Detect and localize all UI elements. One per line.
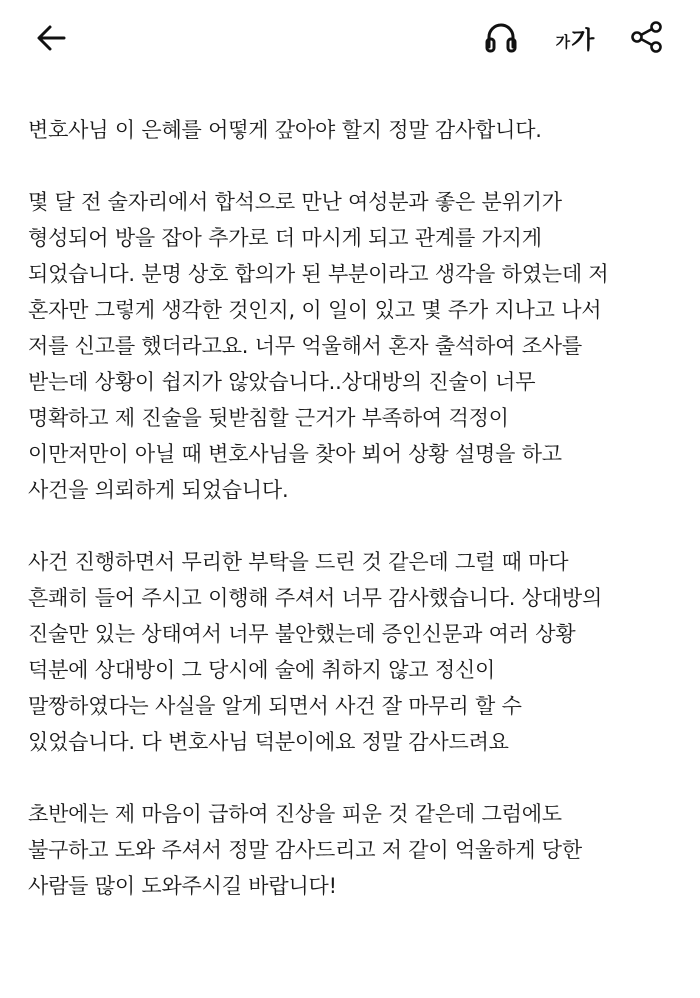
text-line: 변호사님 이 은혜를 어떻게 갚아야 할지 정말 감사합니다. bbox=[28, 118, 542, 142]
paragraph bbox=[28, 544, 676, 760]
text-line: 저를 신고를 했더라고요. 너무 억울해서 혼자 출석하여 조사를 bbox=[28, 334, 582, 358]
arrow-left-icon bbox=[34, 20, 70, 56]
top-bar bbox=[0, 0, 700, 76]
text-line: 불구하고 도와 주셔서 정말 감사드리고 저 같이 억울하게 당한 bbox=[28, 838, 582, 862]
text-line: 사건 진행하면서 무리한 부탁을 드린 것 같은데 그럴 때 마다 bbox=[28, 550, 569, 574]
back-button[interactable] bbox=[30, 16, 74, 60]
text-line: 되었습니다. 분명 상호 합의가 된 부분이라고 생각을 하였는데 저 bbox=[28, 262, 609, 286]
text-line: 명확하고 제 진술을 뒷받침할 근거가 부족하여 걱정이 bbox=[28, 406, 509, 430]
listen-button[interactable] bbox=[476, 14, 526, 60]
headphones-icon bbox=[481, 17, 521, 57]
share-button[interactable] bbox=[624, 14, 670, 60]
paragraph bbox=[28, 112, 676, 148]
font-size-button[interactable] bbox=[546, 14, 604, 60]
font-size-small-label: 가 bbox=[555, 32, 571, 51]
text-line: 말짱하였다는 사실을 알게 되면서 사건 잘 마무리 할 수 bbox=[28, 694, 522, 718]
text-line: 흔쾌히 들어 주시고 이행해 주셔서 너무 감사했습니다. 상대방의 bbox=[28, 586, 603, 610]
font-size-large-label: 가 bbox=[571, 25, 595, 54]
text-line: 있었습니다. 다 변호사님 덕분이에요 정말 감사드려요 bbox=[28, 730, 509, 754]
text-line: 사람들 많이 도와주시길 바랍니다! bbox=[28, 874, 337, 898]
text-line: 진술만 있는 상태여서 너무 불안했는데 증인신문과 여러 상황 bbox=[28, 622, 576, 646]
text-line: 사건을 의뢰하게 되었습니다. bbox=[28, 478, 289, 502]
article-body bbox=[28, 112, 676, 940]
share-icon bbox=[629, 19, 665, 55]
text-line: 받는데 상황이 쉽지가 않았습니다..상대방의 진술이 너무 bbox=[28, 370, 536, 394]
text-line: 혼자만 그렇게 생각한 것인지, 이 일이 있고 몇 주가 지나고 나서 bbox=[28, 298, 602, 322]
text-line: 초반에는 제 마음이 급하여 진상을 피운 것 같은데 그럼에도 bbox=[28, 802, 562, 826]
text-line: 이만저만이 아닐 때 변호사님을 찾아 뵈어 상황 설명을 하고 bbox=[28, 442, 562, 466]
text-line: 몇 달 전 술자리에서 합석으로 만난 여성분과 좋은 분위기가 bbox=[28, 190, 562, 214]
text-line: 형성되어 방을 잡아 추가로 더 마시게 되고 관계를 가지게 bbox=[28, 226, 542, 250]
text-line: 덕분에 상대방이 그 당시에 술에 취하지 않고 정신이 bbox=[28, 658, 496, 682]
paragraph bbox=[28, 184, 676, 508]
paragraph bbox=[28, 796, 676, 904]
